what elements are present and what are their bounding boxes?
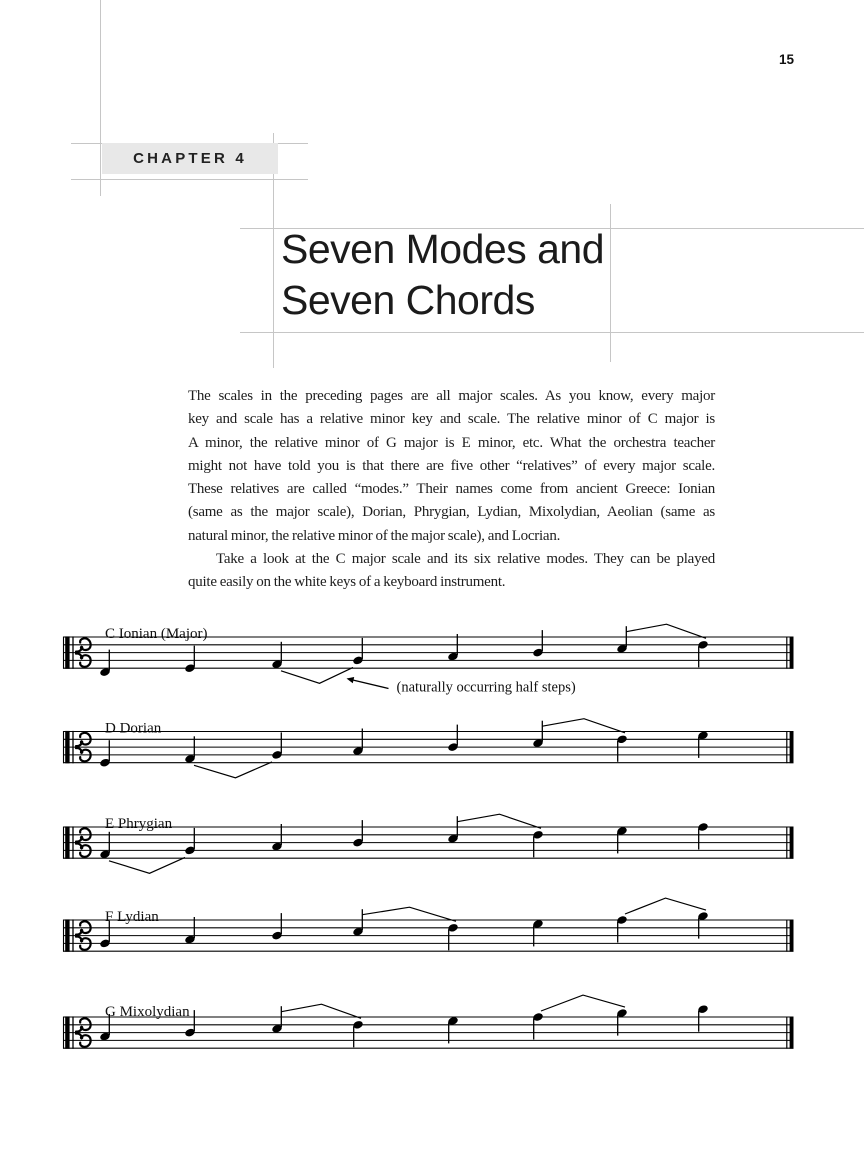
quarter-note-b	[352, 909, 364, 937]
quarter-note-b	[616, 626, 628, 654]
staff-system	[63, 719, 794, 778]
quarter-note-d	[697, 730, 709, 758]
quarter-note-c	[697, 640, 709, 668]
quarter-note-b	[447, 816, 459, 844]
body-line: natural minor, the relative minor of the major scale), and Locrian.	[188, 527, 561, 544]
quarter-note-d	[532, 919, 544, 947]
staff-label: F Lydian	[105, 909, 159, 925]
final-barline	[790, 731, 794, 763]
half-step-bracket	[281, 1004, 361, 1018]
staff-label: G Mixolydian	[105, 1004, 190, 1020]
title-line: Seven Modes and	[281, 226, 605, 272]
quarter-note-d	[616, 826, 628, 854]
quarter-note-e	[697, 822, 709, 850]
quarter-note-d	[99, 740, 111, 768]
alto-clef-icon	[80, 1036, 83, 1039]
alto-clef-icon	[80, 1026, 83, 1029]
final-barline	[790, 827, 794, 859]
body-line: These relatives are called “modes.” Their names come from ancient Greece: Ionian	[188, 481, 715, 497]
staff-label: C Ionian (Major)	[105, 626, 208, 642]
quarter-note-b	[532, 721, 544, 749]
body-line: A minor, the relative minor of G major is E minor, etc. What the orchestra teacher	[188, 434, 715, 451]
body-line: might not have told you is that there are five other “relatives” of every major scale.	[188, 457, 715, 474]
staff-label: E Phrygian	[105, 816, 173, 832]
annotation-arrow-icon	[347, 677, 355, 683]
half-step-bracket	[194, 762, 272, 778]
half-step-bracket	[109, 857, 185, 873]
quarter-note-e	[616, 915, 628, 943]
staff-label: D Dorian	[105, 720, 162, 737]
alto-clef-icon	[65, 636, 69, 668]
half-step-bracket	[626, 624, 706, 638]
quarter-note-d	[447, 1016, 459, 1044]
quarter-note-f	[697, 911, 709, 939]
half-step-annotation: (naturally occurring half steps)	[396, 679, 576, 696]
quarter-note-a	[352, 820, 364, 848]
half-step-bracket	[542, 719, 625, 733]
alto-clef-icon	[65, 731, 69, 763]
half-step-bracket	[281, 667, 353, 683]
quarter-note-f	[352, 638, 364, 666]
quarter-note-e	[99, 832, 111, 860]
quarter-note-c	[616, 734, 628, 762]
quarter-note-c	[352, 1020, 364, 1048]
alto-clef-icon	[80, 646, 83, 649]
half-step-bracket	[625, 898, 706, 914]
annotation-arrow-icon	[353, 680, 388, 688]
alto-clef-icon	[65, 1016, 69, 1048]
alto-clef-icon	[65, 826, 69, 858]
quarter-note-a	[532, 630, 544, 658]
quarter-note-c	[99, 650, 111, 678]
staff-system	[63, 814, 794, 873]
quarter-note-g	[184, 917, 196, 945]
quarter-note-f	[271, 732, 283, 760]
final-barline	[790, 920, 794, 952]
body-line: The scales in the preceding pages are all major scales. As you know, every major	[188, 388, 715, 404]
alto-clef-icon	[80, 939, 83, 942]
body-line: quite easily on the white keys of a keyboard instrument.	[188, 574, 506, 590]
alto-clef-icon	[80, 836, 83, 839]
quarter-note-f	[184, 828, 196, 856]
alto-clef-icon	[80, 929, 83, 932]
quarter-note-g	[352, 729, 364, 757]
quarter-note-d	[184, 646, 196, 674]
quarter-note-e	[184, 736, 196, 764]
quarter-note-b	[271, 1006, 283, 1034]
quarter-note-a	[447, 725, 459, 753]
quarter-note-e	[271, 642, 283, 670]
body-line: Take a look at the C major scale and its six relative modes. They can be played	[216, 550, 715, 567]
alto-clef-icon	[80, 740, 83, 743]
quarter-note-e	[532, 1012, 544, 1040]
quarter-note-a	[271, 913, 283, 941]
half-step-bracket	[362, 907, 456, 921]
quarter-note-g	[447, 634, 459, 662]
final-barline	[790, 1017, 794, 1049]
body-line: key and scale has a relative minor key and scale. The relative minor of C major is	[188, 411, 715, 428]
staff-system	[63, 995, 794, 1049]
page-number: 15	[778, 52, 794, 67]
quarter-note-c	[447, 923, 459, 951]
quarter-note-c	[532, 830, 544, 858]
quarter-note-f	[616, 1008, 628, 1036]
title-line: Seven Chords	[281, 277, 535, 323]
staff-system	[63, 624, 794, 695]
alto-clef-icon	[80, 750, 83, 753]
staff-system	[63, 898, 794, 952]
half-step-bracket	[457, 814, 541, 828]
quarter-note-g	[271, 824, 283, 852]
final-barline	[790, 637, 794, 669]
alto-clef-icon	[80, 656, 83, 659]
chapter-label: CHAPTER 4	[133, 150, 247, 167]
half-step-bracket	[541, 995, 625, 1011]
body-line: (same as the major scale), Dorian, Phrygian, Lydian, Mixolydian, Aeolian (same as	[188, 504, 715, 521]
quarter-note-f	[99, 921, 111, 949]
alto-clef-icon	[65, 919, 69, 951]
alto-clef-icon	[80, 846, 83, 849]
quarter-note-g	[697, 1004, 709, 1032]
